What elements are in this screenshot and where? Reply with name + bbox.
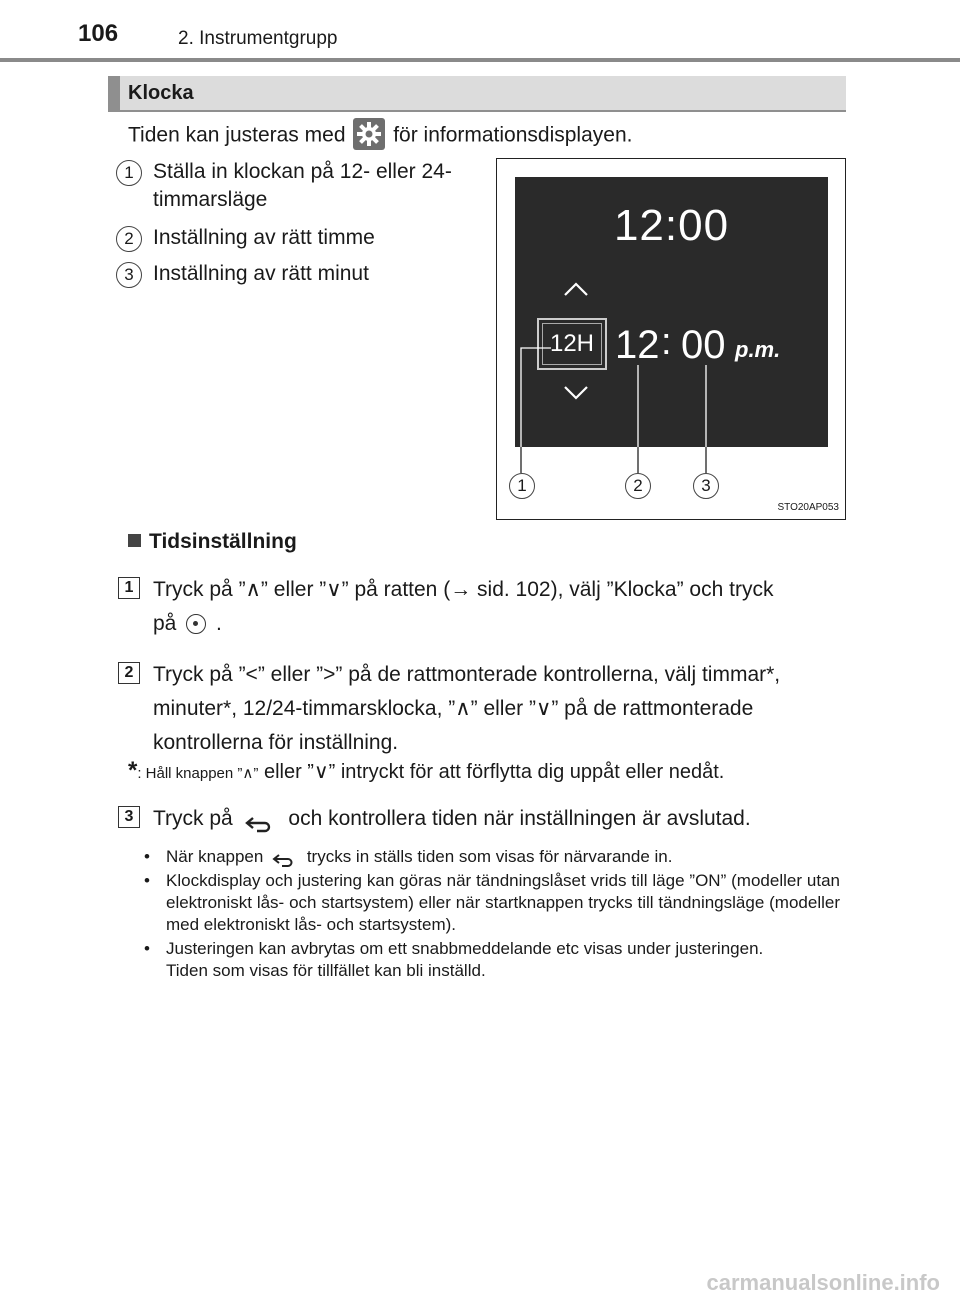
callout-lines [497, 159, 844, 518]
note-3: • Justeringen kan avbrytas om ett snabbmeddelande etc visas under justeringen. Tiden som visas för tillfället kan bli inställd. [140, 938, 840, 982]
minute-value: 00 [681, 323, 726, 367]
list-item-3: Inställning av rätt minut [153, 262, 369, 285]
step-1-line1: Tryck på ”∧” eller ”∨” på ratten (→ sid. 102), välj ”Klocka” och tryck [153, 578, 774, 601]
note-1: • När knappen trycks in ställs tiden som visas för närvarande in. [140, 846, 840, 868]
step-1-line2: på . [153, 612, 222, 635]
mode-label: 12H [549, 330, 595, 357]
clock-figure [496, 158, 846, 520]
time-colon: : [661, 321, 672, 363]
subsection-heading [128, 530, 297, 554]
footnote-lead: : Håll knappen ”∧” [137, 765, 259, 782]
intro-text-before: Tiden kan justeras med [128, 123, 346, 147]
callout-2: 2 [625, 473, 651, 499]
list-number-2: 2 [116, 226, 142, 252]
step-2 [153, 658, 840, 760]
ok-button-icon [186, 614, 206, 634]
step-3 [153, 802, 840, 836]
step-3-text-before: Tryck på [153, 807, 233, 830]
step-number-2: 2 [118, 662, 140, 684]
figure-code: STO20AP053 [777, 502, 839, 513]
list-item-1-line2: timmarsläge [153, 188, 268, 211]
intro-text-after: för informationsdisplayen. [393, 123, 633, 147]
subsection-title: Tidsinställning [149, 530, 297, 553]
back-arrow-icon [243, 810, 279, 828]
list-item-1-line1: Ställa in klockan på 12- eller 24- [153, 160, 452, 183]
callout-1: 1 [509, 473, 535, 499]
footnote-star: * [128, 757, 138, 784]
display-time: 12:00 [613, 201, 730, 250]
footnote-text: eller ”∨” intryckt för att förflytta dig uppåt eller nedåt. [263, 761, 725, 783]
step-number-3: 3 [118, 806, 140, 828]
gear-icon [353, 118, 385, 150]
section-header-bar [108, 76, 120, 110]
list-item-1 [153, 158, 452, 214]
note-2: • Klockdisplay och justering kan göras när tändningslåset vrids till läge ”ON” (modeller utan elektroniskt lås- och startsystem) eller när startknappen trycks till tändningsläge (modeller med elektroniskt lås- och startsystem). [140, 870, 840, 936]
callout-3: 3 [693, 473, 719, 499]
list-number-1: 1 [116, 160, 142, 186]
step-2-line3: kontrollerna för inställning. [153, 731, 399, 754]
section-title: Klocka [128, 82, 194, 104]
back-arrow-icon [270, 851, 300, 865]
list-number-3: 3 [116, 262, 142, 288]
list-item-2: Inställning av rätt timme [153, 226, 375, 249]
step-2-line1: Tryck på ”<” eller ”>” på de rattmonterade kontrollerna, välj timmar*, [153, 663, 781, 686]
notes-list [140, 846, 840, 984]
hour-value: 12 [615, 323, 660, 367]
section-header [108, 76, 846, 110]
step-1 [153, 573, 840, 641]
intro-paragraph [128, 120, 632, 152]
ampm-label: p.m. [735, 337, 781, 362]
page-number: 106 [78, 20, 119, 47]
step-number-1: 1 [118, 577, 140, 599]
footnote [128, 758, 724, 787]
chapter-title: 2. Instrumentgrupp [178, 28, 338, 49]
step-3-text-after: och kontrollera tiden när inställningen är avslutad. [288, 807, 751, 830]
watermark: carmanualsonline.info [706, 1270, 940, 1295]
square-bullet-icon [128, 534, 141, 547]
header-rule [0, 58, 960, 62]
step-2-line2: minuter*, 12/24-timmarsklocka, ”∧” eller ”∨” på de rattmonterade [153, 697, 754, 720]
section-rule [108, 110, 846, 112]
